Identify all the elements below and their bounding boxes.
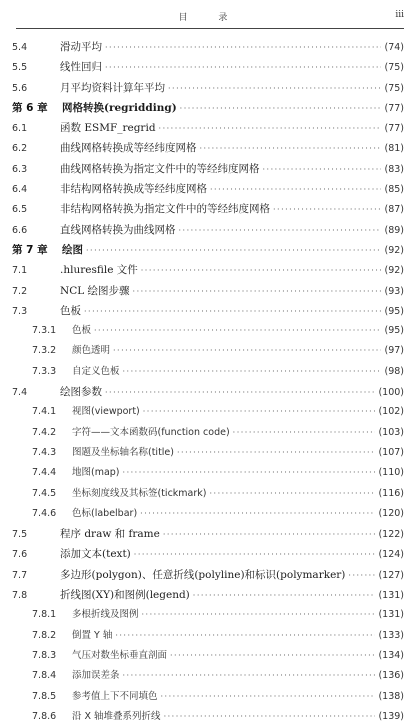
toc-entry-title: 坐标刻度线及其标签(tickmark): [72, 487, 207, 499]
toc-entry-number: 6.2: [12, 143, 28, 155]
toc-entry-title: .hluresfile 文件: [60, 264, 138, 277]
toc-entry-number: 7.4.3: [32, 446, 57, 458]
toc-subsection-row: [12, 484, 404, 504]
running-title: 目 录: [178, 13, 242, 23]
toc-entry-title: 添加误差条: [72, 670, 120, 682]
toc-entry-number: 7.3: [12, 305, 28, 317]
toc-section-row: [12, 565, 404, 585]
toc-subsection-row: [12, 504, 404, 524]
toc-entry-page: (77): [384, 102, 404, 114]
toc-section-row: [12, 301, 404, 321]
dot-leader: [210, 180, 381, 200]
toc-entry-page: (92): [384, 265, 404, 277]
dot-leader: [113, 341, 381, 361]
dot-leader: [348, 566, 375, 586]
toc-section-row: [12, 78, 404, 98]
dot-leader: [273, 200, 381, 220]
toc-entry-page: (134): [378, 649, 404, 661]
dot-leader: [123, 463, 376, 483]
dot-leader: [233, 423, 376, 443]
dot-leader: [200, 139, 382, 159]
toc-entry-page: (89): [384, 224, 404, 236]
dot-leader: [170, 646, 375, 666]
toc-section-row: [12, 159, 404, 179]
toc-entry-number: 7.4.2: [32, 426, 57, 438]
toc-section-row: [12, 57, 404, 77]
toc-subsection-row: [12, 626, 404, 646]
toc-section-row: [12, 281, 404, 301]
toc-entry-number: 7.3.2: [32, 345, 57, 357]
toc-entry-title: 参考值上下不同填色: [72, 690, 158, 702]
page-number: iii: [395, 10, 404, 20]
toc-entry-title: 图题及坐标轴名称(title): [72, 446, 174, 458]
toc-entry-page: (74): [384, 42, 404, 53]
toc-entry-page: (122): [378, 529, 404, 541]
toc-entry-title: 程序 draw 和 frame: [60, 528, 160, 541]
toc-entry-number: 7.8.1: [32, 609, 57, 621]
toc-entry-number: 6.6: [12, 224, 28, 236]
toc-subsection-row: [12, 666, 404, 686]
dot-leader: [179, 221, 382, 241]
toc-entry-page: (92): [384, 244, 404, 256]
toc-entry-title: 非结构网格转换成等经纬度网格: [60, 183, 207, 196]
dot-leader: [168, 79, 381, 99]
toc-subsection-row: [12, 605, 404, 625]
dot-leader: [177, 443, 375, 463]
toc-entry-number: 6.1: [12, 123, 28, 135]
toc-chapter-row: [12, 240, 404, 260]
toc-entry-page: (139): [378, 710, 404, 722]
toc-chapter-row: [12, 98, 404, 118]
toc-entry-title: 曲线网格转换成等经纬度网格: [60, 142, 197, 155]
dot-leader: [210, 484, 376, 504]
toc-subsection-row: [12, 341, 404, 361]
toc-subsection-row: [12, 463, 404, 483]
toc-entry-number: 7.4.6: [32, 507, 57, 519]
toc-entry-title: 气压对数坐标垂直剖面: [72, 649, 168, 661]
toc-entry-page: (120): [378, 507, 404, 519]
toc-entry-page: (75): [384, 82, 404, 94]
toc-entry-number: 7.8.3: [32, 649, 57, 661]
toc-section-row: [12, 524, 404, 544]
toc-entry-title: 直线网格转换为曲线网格: [60, 223, 176, 236]
dot-leader: [123, 666, 376, 686]
toc-entry-title: 倒置 Y 轴: [72, 629, 113, 641]
toc-section-row: [12, 199, 404, 219]
dot-leader: [105, 383, 375, 403]
toc-entry-number: 7.3.3: [32, 365, 57, 377]
dot-leader: [133, 282, 382, 302]
toc-section-row: [12, 585, 404, 605]
dot-leader: [163, 525, 376, 545]
toc-entry-number: 7.8.6: [32, 710, 57, 722]
toc-subsection-row: [12, 362, 404, 382]
toc-entry-number: 7.4.5: [32, 487, 57, 499]
dot-leader: [263, 160, 382, 180]
toc-entry-number: 7.7: [12, 569, 28, 581]
toc-entry-number: 7.4.1: [32, 406, 57, 418]
toc-entry-title: 颜色透明: [72, 345, 111, 357]
dot-leader: [105, 58, 381, 78]
toc-entry-page: (97): [384, 345, 404, 357]
page-header: [16, 10, 404, 26]
dot-leader: [105, 38, 381, 58]
toc-entry-title: 沿 X 轴堆叠系列折线: [72, 710, 161, 722]
toc-entry-title: 函数 ESMF_regrid: [60, 122, 156, 135]
toc-entry-number: 7.4: [12, 387, 28, 399]
toc-section-row: [12, 544, 404, 564]
toc-entry-number: 7.1: [12, 265, 28, 277]
toc-entry-title: 曲线网格转换为指定文件中的等经纬度网格: [60, 162, 260, 175]
toc-entry-title: 色标(labelbar): [72, 507, 138, 519]
toc-entry-page: (75): [384, 62, 404, 74]
toc-entry-number: 第 7 章: [12, 243, 48, 256]
dot-leader: [142, 605, 376, 625]
toc-entry-page: (103): [378, 426, 404, 438]
toc-section-row: [12, 260, 404, 280]
toc-entry-page: (138): [378, 690, 404, 702]
toc-entry-page: (110): [378, 467, 404, 479]
dot-leader: [140, 504, 375, 524]
toc-entry-page: (127): [378, 569, 404, 581]
table-of-contents: [12, 37, 404, 727]
toc-entry-page: (81): [384, 143, 404, 155]
toc-entry-number: 7.5: [12, 529, 28, 541]
toc-entry-title: 绘图: [62, 243, 83, 256]
toc-entry-page: (116): [378, 487, 404, 499]
toc-entry-title: 网格转换(regridding): [62, 101, 177, 114]
dot-leader: [134, 545, 376, 565]
dot-leader: [86, 241, 381, 261]
toc-entry-title: 线性回归: [60, 61, 102, 74]
toc-entry-number: 7.6: [12, 549, 28, 561]
toc-subsection-row: [12, 707, 404, 727]
toc-entry-number: 6.3: [12, 163, 28, 175]
toc-subsection-row: [12, 402, 404, 422]
toc-entry-page: (85): [384, 184, 404, 196]
toc-entry-page: (95): [384, 305, 404, 317]
toc-entry-page: (131): [378, 590, 404, 602]
toc-section-row: [12, 220, 404, 240]
dot-leader: [180, 99, 382, 119]
toc-subsection-row: [12, 321, 404, 341]
toc-entry-number: 5.6: [12, 82, 28, 94]
toc-entry-title: 自定义色板: [72, 365, 120, 377]
toc-entry-title: NCL 绘图步骤: [60, 284, 130, 297]
toc-entry-number: 7.8.4: [32, 670, 57, 682]
toc-entry-page: (100): [378, 387, 404, 399]
dot-leader: [161, 687, 376, 707]
toc-entry-number: 7.8.5: [32, 690, 57, 702]
toc-entry-page: (136): [378, 670, 404, 682]
dot-leader: [115, 626, 375, 646]
toc-entry-title: 多边形(polygon)、任意折线(polyline)和标识(polymarker): [60, 568, 346, 581]
dot-leader: [94, 321, 381, 341]
toc-entry-number: 7.4.4: [32, 467, 57, 479]
toc-entry-title: 月平均资料计算年平均: [60, 81, 165, 94]
toc-entry-title: 滑动平均: [60, 41, 102, 53]
toc-entry-page: (107): [378, 446, 404, 458]
toc-entry-number: 6.5: [12, 204, 28, 216]
toc-entry-title: 色板: [72, 325, 92, 337]
toc-entry-number: 5.5: [12, 62, 28, 74]
toc-entry-number: 7.2: [12, 285, 28, 297]
toc-entry-page: (131): [378, 609, 404, 621]
toc-entry-page: (95): [384, 325, 404, 337]
dot-leader: [143, 402, 376, 422]
toc-entry-title: 折线图(XY)和图例(legend): [60, 589, 190, 602]
toc-entry-title: 非结构网格转换为指定文件中的等经纬度网格: [60, 203, 270, 216]
toc-entry-page: (83): [384, 163, 404, 175]
toc-entry-title: 多根折线及图例: [72, 609, 139, 621]
dot-leader: [164, 707, 376, 727]
toc-entry-number: 6.4: [12, 184, 28, 196]
toc-entry-title: 绘图参数: [60, 386, 102, 399]
toc-subsection-row: [12, 443, 404, 463]
toc-entry-title: 字符——文本函数码(function code): [72, 426, 230, 438]
toc-entry-number: 第 6 章: [12, 101, 48, 114]
toc-entry-page: (93): [384, 285, 404, 297]
toc-section-row: [12, 179, 404, 199]
toc-entry-title: 添加文本(text): [60, 548, 131, 561]
header-rule: [16, 28, 404, 29]
toc-entry-page: (87): [384, 204, 404, 216]
dot-leader: [141, 261, 382, 281]
toc-entry-number: 7.3.1: [32, 325, 57, 337]
toc-entry-number: 7.8: [12, 590, 28, 602]
dot-leader: [84, 302, 381, 322]
toc-entry-page: (98): [384, 365, 404, 377]
dot-leader: [123, 362, 382, 382]
toc-entry-number: 5.4: [12, 42, 28, 53]
toc-section-row: [12, 37, 404, 57]
toc-section-row: [12, 382, 404, 402]
toc-entry-page: (133): [378, 629, 404, 641]
toc-subsection-row: [12, 423, 404, 443]
toc-section-row: [12, 138, 404, 158]
toc-entry-title: 地图(map): [72, 467, 120, 479]
dot-leader: [159, 119, 382, 139]
toc-entry-title: 视图(viewport): [72, 406, 140, 418]
toc-subsection-row: [12, 687, 404, 707]
toc-entry-number: 7.8.2: [32, 629, 57, 641]
toc-section-row: [12, 118, 404, 138]
toc-entry-page: (102): [378, 406, 404, 418]
toc-entry-page: (124): [378, 549, 404, 561]
dot-leader: [193, 586, 376, 606]
toc-subsection-row: [12, 646, 404, 666]
toc-entry-title: 色板: [60, 304, 81, 317]
toc-entry-page: (77): [384, 123, 404, 135]
